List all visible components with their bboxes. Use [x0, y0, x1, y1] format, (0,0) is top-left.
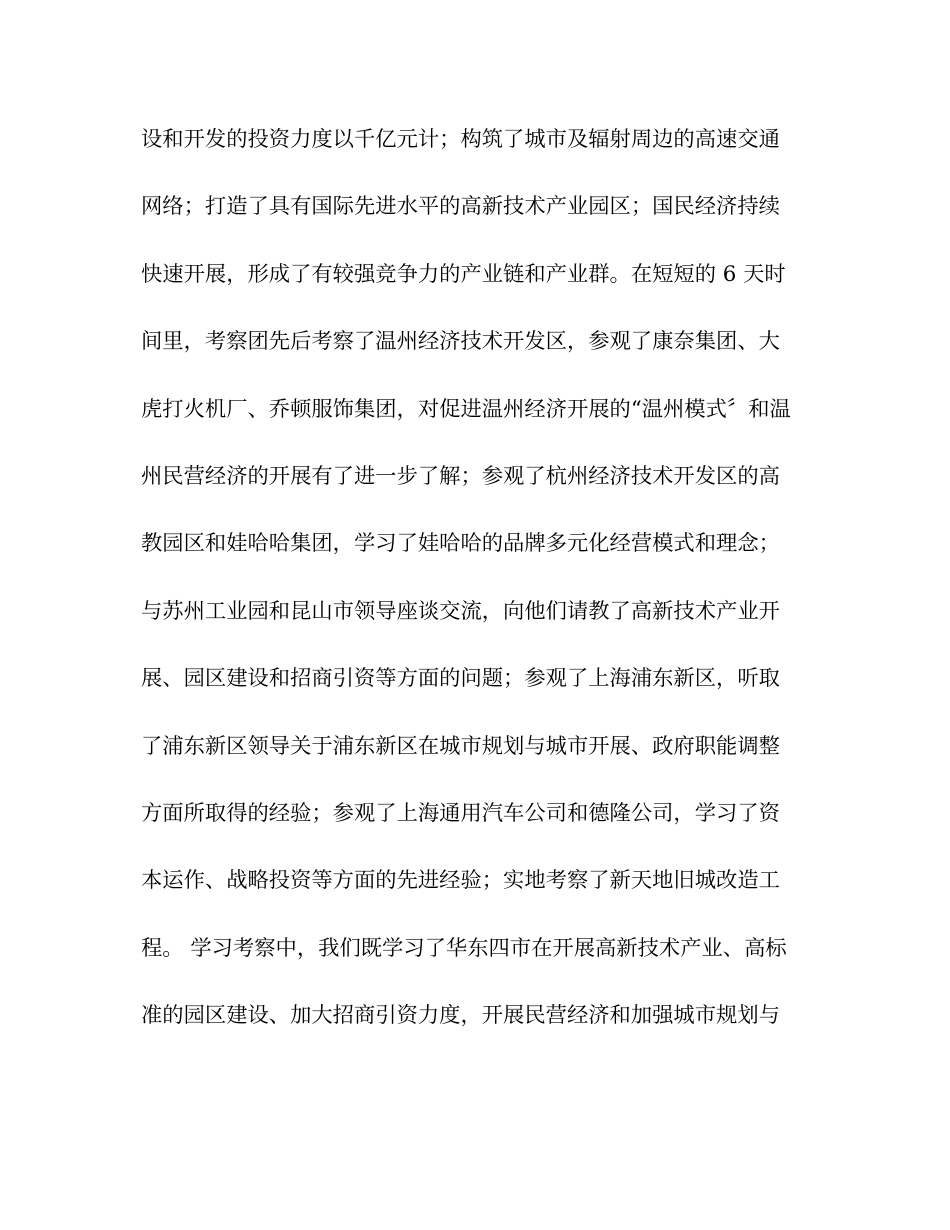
body-text: [141, 124, 811, 1067]
text-line: 与苏州工业园和昆山市领导座谈交流，向他们请教了高新技术产业开: [141, 598, 780, 624]
text-line: 间里，考察团先后考察了温州经济技术开发区，参观了康奈集团、大: [141, 329, 780, 355]
text-line: 展、园区建设和招商引资等方面的问题；参观了上海浦东新区，听取: [141, 666, 780, 692]
text-line: 了浦东新区领导关于浦东新区在城市规划与城市开展、政府职能调整: [141, 733, 780, 759]
text-line: 准的园区建设、加大招商引资力度，开展民营经济和加强城市规划与: [141, 1003, 780, 1029]
text-line: 设和开发的投资力度以千亿元计；构筑了城市及辐射周边的高速交通: [141, 127, 780, 152]
text-line: 本运作、战略投资等方面的先进经验；实地考察了新天地旧城改造工: [141, 868, 780, 894]
text-line: 程。 学习考察中，我们既学习了华东四市在开展高新技术产业、高标: [141, 935, 787, 961]
text-line: 网络；打造了具有国际先进水平的高新技术产业园区；国民经济持续: [141, 194, 780, 220]
text-line: 方面所取得的经验；参观了上海通用汽车公司和德隆公司，学习了资: [141, 800, 780, 826]
text-line: 快速开展，形成了有较强竞争力的产业链和产业群。在短短的 6 天时: [141, 261, 786, 287]
text-line: 教园区和娃哈哈集团，学习了娃哈哈的品牌多元化经营模式和理念；: [141, 531, 780, 557]
text-line: 州民营经济的开展有了进一步了解；参观了杭州经济技术开发区的高: [141, 463, 780, 489]
text-line: 虎打火机厂、乔顿服饰集团，对促进温州经济开展的“温州模式〞和温: [141, 396, 791, 422]
